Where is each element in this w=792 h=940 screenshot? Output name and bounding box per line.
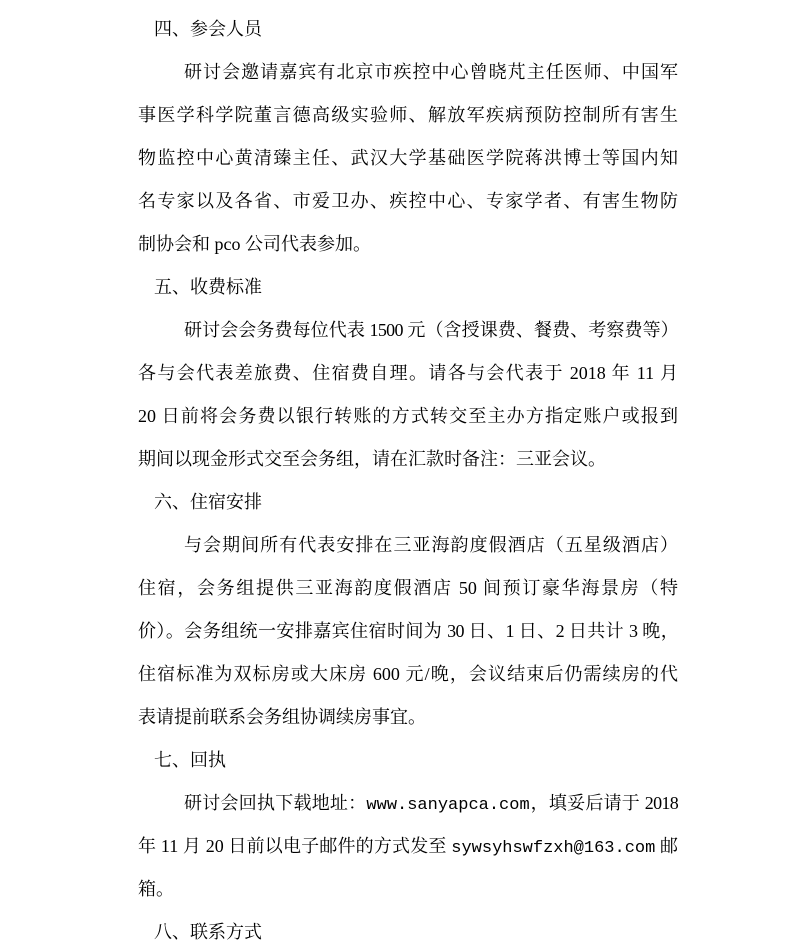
s6-line-1: 与会期间所有代表安排在三亚海韵度假酒店（五星级酒店） (184, 535, 678, 555)
s4-line-5: 制协会和 pco 公司代表参加。 (138, 234, 371, 254)
section6-heading: 六、住宿安排 (154, 492, 262, 512)
s4-line-2: 事医学科学院董言德高级实验师、解放军疾病预防控制所有害生 (138, 105, 678, 125)
reply-email-address: sywsyhswfzxh@163.com (451, 839, 656, 858)
s5-line-4: 期间以现金形式交至会务组，请在汇款时备注：三亚会议。 (138, 449, 606, 469)
s7-line-3: 箱。 (138, 879, 174, 899)
section8-heading: 八、联系方式 (154, 922, 262, 940)
s4-line-1: 研讨会邀请嘉宾有北京市疾控中心曾晓芃主任医师、中国军 (184, 62, 678, 82)
s6-line-2: 住宿，会务组提供三亚海韵度假酒店 50 间预订豪华海景房（特 (138, 578, 678, 598)
text-segment: ，填妥后请于 2018 (529, 793, 678, 813)
s4-line-3: 物监控中心黄清臻主任、武汉大学基础医学院蒋洪博士等国内知 (138, 148, 678, 168)
text-segment: 研讨会回执下载地址： (184, 793, 367, 813)
s4-line-4: 名专家以及各省、市爱卫办、疾控中心、专家学者、有害生物防 (138, 191, 678, 211)
s5-line-2: 各与会代表差旅费、住宿费自理。请各与会代表于 2018 年 11 月 (138, 363, 678, 383)
text-segment: 年 11 月 20 日前以电子邮件的方式发至 (138, 836, 452, 856)
s6-line-5: 表请提前联系会务组协调续房事宜。 (138, 707, 426, 727)
section4-heading: 四、参会人员 (154, 19, 262, 39)
s7-line-2 (138, 825, 678, 868)
section5-heading: 五、收费标准 (154, 277, 262, 297)
s7-line-1 (138, 782, 678, 825)
s6-line-4: 住宿标准为双标房或大床房 600 元/晚，会议结束后仍需续房的代 (138, 664, 678, 684)
section7-heading: 七、回执 (154, 750, 226, 770)
s5-line-1: 研讨会会务费每位代表 1500 元（含授课费、餐费、考察费等） (184, 320, 678, 340)
document-content (138, 8, 678, 940)
s6-line-3: 价）。会务组统一安排嘉宾住宿时间为 30 日、1 日、2 日共计 3 晚， (138, 621, 678, 641)
text-segment: 邮 (655, 836, 678, 856)
reply-download-url: www.sanyapca.com (366, 796, 530, 815)
s5-line-3: 20 日前将会务费以银行转账的方式转交至主办方指定账户或报到 (138, 406, 678, 426)
